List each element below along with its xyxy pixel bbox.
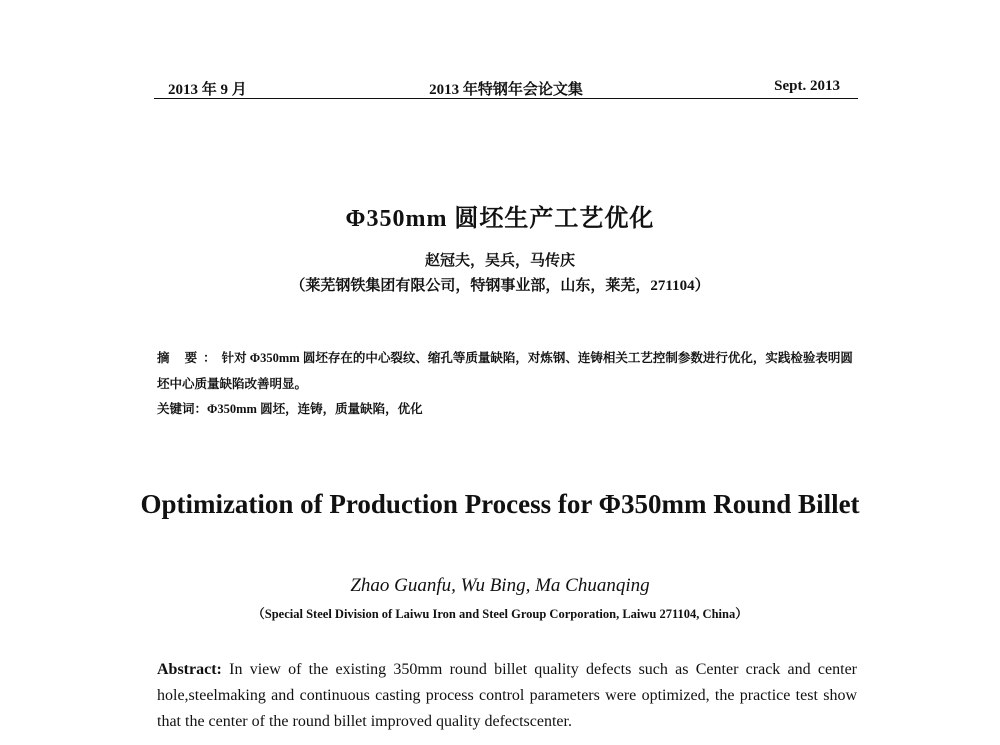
abstract-en-label: Abstract:: [157, 661, 222, 678]
keywords-cn-label: 关键词：: [157, 402, 208, 416]
keywords-cn-text: Φ350mm 圆坯，连铸，质量缺陷，优化: [207, 402, 423, 416]
header-date-cn: 2013 年 9 月: [168, 82, 247, 98]
authors-cn: 赵冠夫，吴兵，马传庆: [424, 253, 575, 269]
abstract-cn: [157, 345, 857, 397]
abstract-en: [157, 657, 857, 735]
authors-en: Zhao Guanfu, Wu Bing, Ma Chuanqing: [350, 575, 650, 596]
running-header: [154, 76, 858, 99]
header-proceedings-title: 2013 年特钢年会论文集: [429, 82, 583, 98]
abstract-en-text: In view of the existing 350mm round billet quality defects such as Center crack and center hole,steelmaking and continuous casting process control parameters were optimized, the practice test show that the center of the round billet improved quality defectscenter.: [157, 661, 857, 730]
header-date-en: Sept. 2013: [774, 78, 840, 94]
affiliation-en: （Special Steel Division of Laiwu Iron and Steel Group Corporation, Laiwu 271104, China）: [252, 607, 748, 621]
keywords-cn: [157, 399, 857, 417]
affiliation-cn: （莱芜钢铁集团有限公司，特钢事业部，山东，莱芜，271104）: [290, 278, 710, 294]
abstract-cn-label: 摘 要：: [157, 351, 222, 365]
paper-title-en: Optimization of Production Process for Φ350mm Round Billet: [140, 489, 860, 519]
paper-title-cn: Φ350mm 圆坯生产工艺优化: [345, 206, 655, 232]
abstract-cn-text: 针对 Φ350mm 圆坯存在的中心裂纹、缩孔等质量缺陷，对炼钢、连铸相关工艺控制参数进行优化，实践检验表明圆坯中心质量缺陷改善明显。: [157, 351, 853, 391]
